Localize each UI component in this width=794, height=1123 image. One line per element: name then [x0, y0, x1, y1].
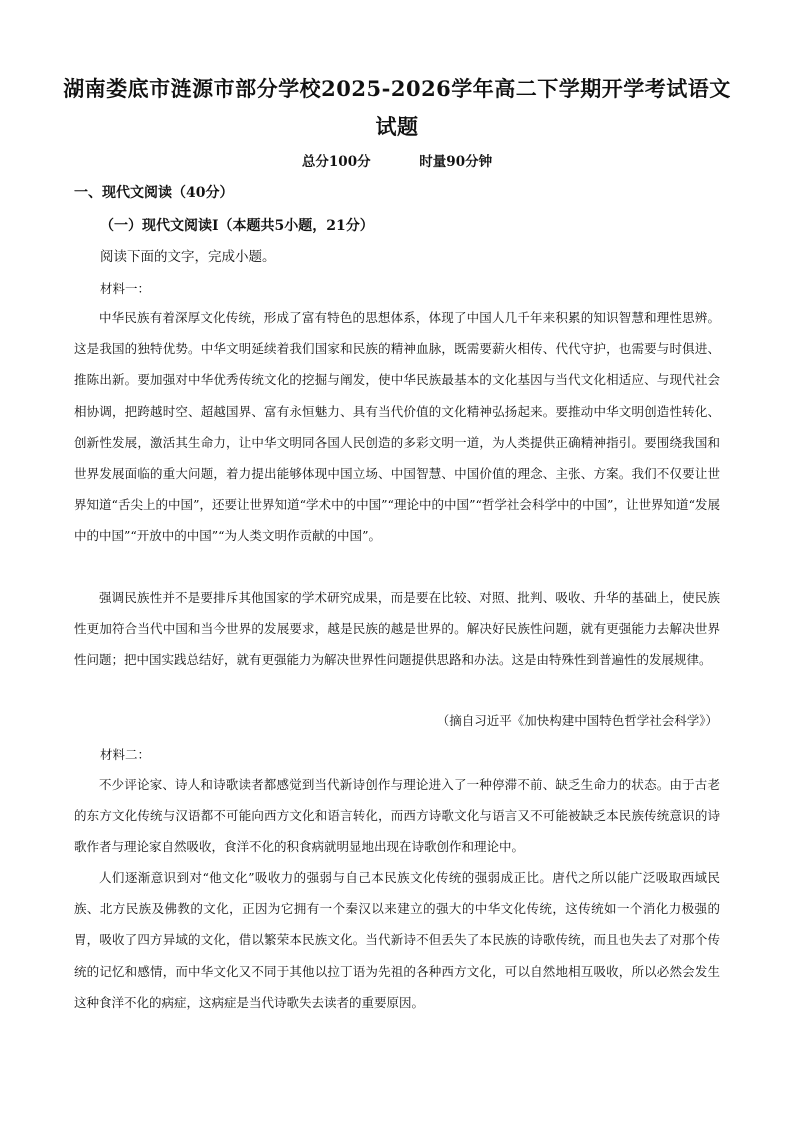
time-limit: 时量90分钟 — [419, 154, 493, 170]
page-title: 湖南娄底市涟源市部分学校2025-2026学年高二下学期开学考试语文试题 — [63, 76, 731, 139]
material-two-paragraph-1: 不少评论家、诗人和诗歌读者都感觉到当代新诗创作与理论进入了一种停滞不前、缺乏生命力的状态。由于古老的东方文化传统与汉语都不可能向西方文化和语言转化，而西方诗歌文化与语言又不可能被缺乏本民族传统意识的诗歌作者与理论家自然吸收，食洋不化的积食病就明显地出现在诗歌创作和理论中。 — [74, 777, 720, 855]
material-one-paragraph-2: 强调民族性并不是要排斥其他国家的学术研究成果，而是要在比较、对照、批判、吸收、升华的基础上，使民族性更加符合当代中国和当今世界的发展要求，越是民族的越是世界的。解决好民族性问题，就有更强能力去解决世界性问题；把中国实践总结好，就有更强能力为解决世界性问题提供思路和办法。这是由特殊性到普遍性的发展规律。 — [74, 590, 720, 668]
exam-meta — [0, 150, 794, 170]
material-one-paragraph-1: 中华民族有着深厚文化传统，形成了富有特色的思想体系，体现了中国人几千年来积累的知识智慧和理性思辨。这是我国的独特优势。中华文明延续着我们国家和民族的精神血脉，既需要薪火相传、代代守护，也需要与时俱进、推陈出新。要加强对中华优秀传统文化的挖掘与阐发，使中华民族最基本的文化基因与当代文化相适应、与现代社会相协调，把跨越时空、超越国界、富有永恒魅力、具有当代价值的文化精神弘扬起来。要推动中华文明创造性转化、创新性发展，激活其生命力，让中华文明同各国人民创造的多彩文明一道，为人类提供正确精神指引。要围绕我国和世界发展面临的重大问题，着力提出能够体现中国立场、中国智慧、中国价值的理念、主张、方案。我们不仅要让世界知道“舌尖上的中国”，还要让世界知道“学术中的中国”“理论中的中国”“哲学社会科学中的中国”，让世界知道“发展中的中国”“开放中的中国”“为人类文明作贡献的中国”。 — [74, 310, 720, 544]
material-two-label: 材料二： — [100, 747, 151, 762]
subsection-heading: （一）现代文阅读Ⅰ（本题共5小题，21分） — [100, 218, 374, 234]
material-one-source: （摘自习近平《加快构建中国特色哲学社会科学》） — [436, 713, 718, 728]
material-two-paragraph-2: 人们逐渐意识到对“他文化”吸收力的强弱与自己本民族文化传统的强弱成正比。唐代之所以能广泛吸取西域民族、北方民族及佛教的文化，正因为它拥有一个秦汉以来建立的强大的中华文化传统，这传统如一个消化力极强的胃，吸收了四方异域的文化，借以繁荣本民族文化。当代新诗不但丢失了本民族的诗歌传统，而且也失去了对那个传统的记忆和感情，而中华文化又不同于其他以拉丁语为先祖的各种西方文化，可以自然地相互吸收，所以必然会发生这种食洋不化的病症，这病症是当代诗歌失去读者的重要原因。 — [74, 870, 720, 1010]
total-score: 总分100分 — [301, 154, 371, 170]
reading-instruction: 阅读下面的文字，完成小题。 — [100, 249, 276, 265]
material-one-label: 材料一： — [100, 281, 151, 296]
section-heading: 一、现代文阅读（40分） — [74, 185, 234, 201]
